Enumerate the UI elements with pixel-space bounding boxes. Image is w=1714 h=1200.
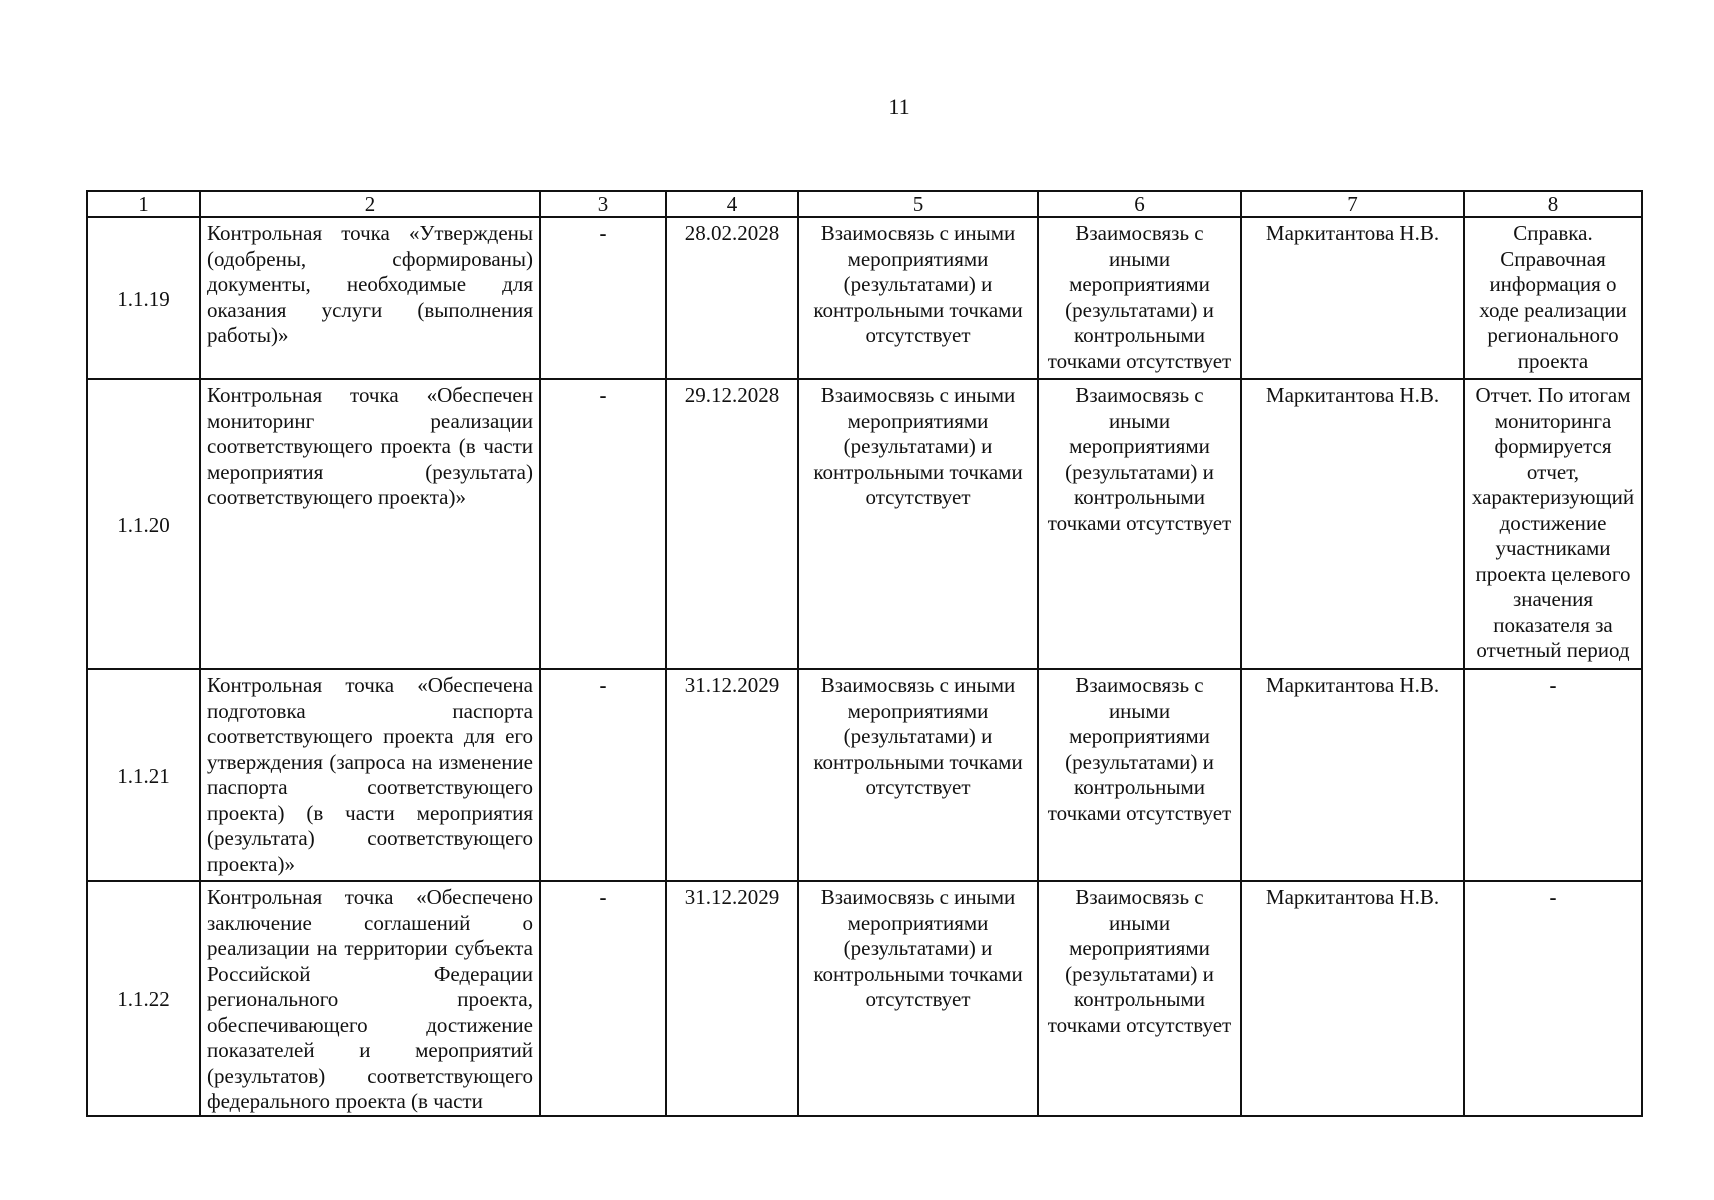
due-date: 28.02.2028	[666, 217, 798, 379]
result-document: Справка. Справочная информация о ходе реализации регионального проекта	[1464, 217, 1642, 379]
page-number: 11	[888, 94, 910, 119]
activities-table	[86, 190, 1643, 1117]
row-number: 1.1.19	[87, 217, 200, 379]
relation-text: Взаимосвязь с иными мероприятиями (результатами) и контрольными точками отсутствует	[1038, 217, 1241, 379]
responsible-person: Маркитантова Н.В.	[1241, 217, 1464, 379]
checkpoint-name: Контрольная точка «Обеспечена подготовка паспорта соответствующего проекта для его утверждения (запроса на изменение паспорта соответствующего проекта) (в части мероприятия (результата) соответствующего проекта)»	[200, 669, 540, 881]
due-date: 31.12.2029	[666, 881, 798, 1116]
result-document: -	[1464, 669, 1642, 881]
result-document: Отчет. По итогам мониторинга формируется отчет, характеризующий достижение участниками проекта целевого значения показателя за отчетный период	[1464, 379, 1642, 669]
table-row	[87, 379, 1642, 669]
relation-text: Взаимосвязь с иными мероприятиями (результатами) и контрольными точками отсутствует	[798, 881, 1038, 1116]
relation-text: Взаимосвязь с иными мероприятиями (результатами) и контрольными точками отсутствует	[798, 669, 1038, 881]
column-header: 2	[200, 191, 540, 217]
due-date: 31.12.2029	[666, 669, 798, 881]
relation-text: Взаимосвязь с иными мероприятиями (результатами) и контрольными точками отсутствует	[1038, 669, 1241, 881]
column-header: 1	[87, 191, 200, 217]
due-date: 29.12.2028	[666, 379, 798, 669]
responsible-person: Маркитантова Н.В.	[1241, 881, 1464, 1116]
checkpoint-name: Контрольная точка «Обеспечен мониторинг реализации соответствующего проекта (в части мероприятия (результата) соответствующего проекта)»	[200, 379, 540, 669]
responsible-person: Маркитантова Н.В.	[1241, 379, 1464, 669]
table-row	[87, 881, 1642, 1116]
relation-text: Взаимосвязь с иными мероприятиями (результатами) и контрольными точками отсутствует	[798, 217, 1038, 379]
checkpoint-name: Контрольная точка «Утверждены (одобрены, сформированы) документы, необходимые для оказания услуги (выполнения работы)»	[200, 217, 540, 379]
column-header: 3	[540, 191, 666, 217]
table-row	[87, 669, 1642, 881]
column-header: 7	[1241, 191, 1464, 217]
column-header: 5	[798, 191, 1038, 217]
table-row	[87, 217, 1642, 379]
relation-text: Взаимосвязь с иными мероприятиями (результатами) и контрольными точками отсутствует	[1038, 379, 1241, 669]
column-3-value: -	[540, 379, 666, 669]
column-header: 6	[1038, 191, 1241, 217]
column-header: 4	[666, 191, 798, 217]
row-number: 1.1.20	[87, 379, 200, 669]
row-number: 1.1.22	[87, 881, 200, 1116]
relation-text: Взаимосвязь с иными мероприятиями (результатами) и контрольными точками отсутствует	[798, 379, 1038, 669]
column-3-value: -	[540, 669, 666, 881]
column-3-value: -	[540, 881, 666, 1116]
result-document: -	[1464, 881, 1642, 1116]
column-header: 8	[1464, 191, 1642, 217]
row-number: 1.1.21	[87, 669, 200, 881]
checkpoint-name: Контрольная точка «Обеспечено заключение соглашений о реализации на территории субъекта Российской Федерации регионального проекта, обеспечивающего достижение показателей и мероприятий (результатов) соответствующего федерального проекта (в части	[200, 881, 540, 1116]
table-header-row	[87, 191, 1642, 217]
column-3-value: -	[540, 217, 666, 379]
responsible-person: Маркитантова Н.В.	[1241, 669, 1464, 881]
relation-text: Взаимосвязь с иными мероприятиями (результатами) и контрольными точками отсутствует	[1038, 881, 1241, 1116]
